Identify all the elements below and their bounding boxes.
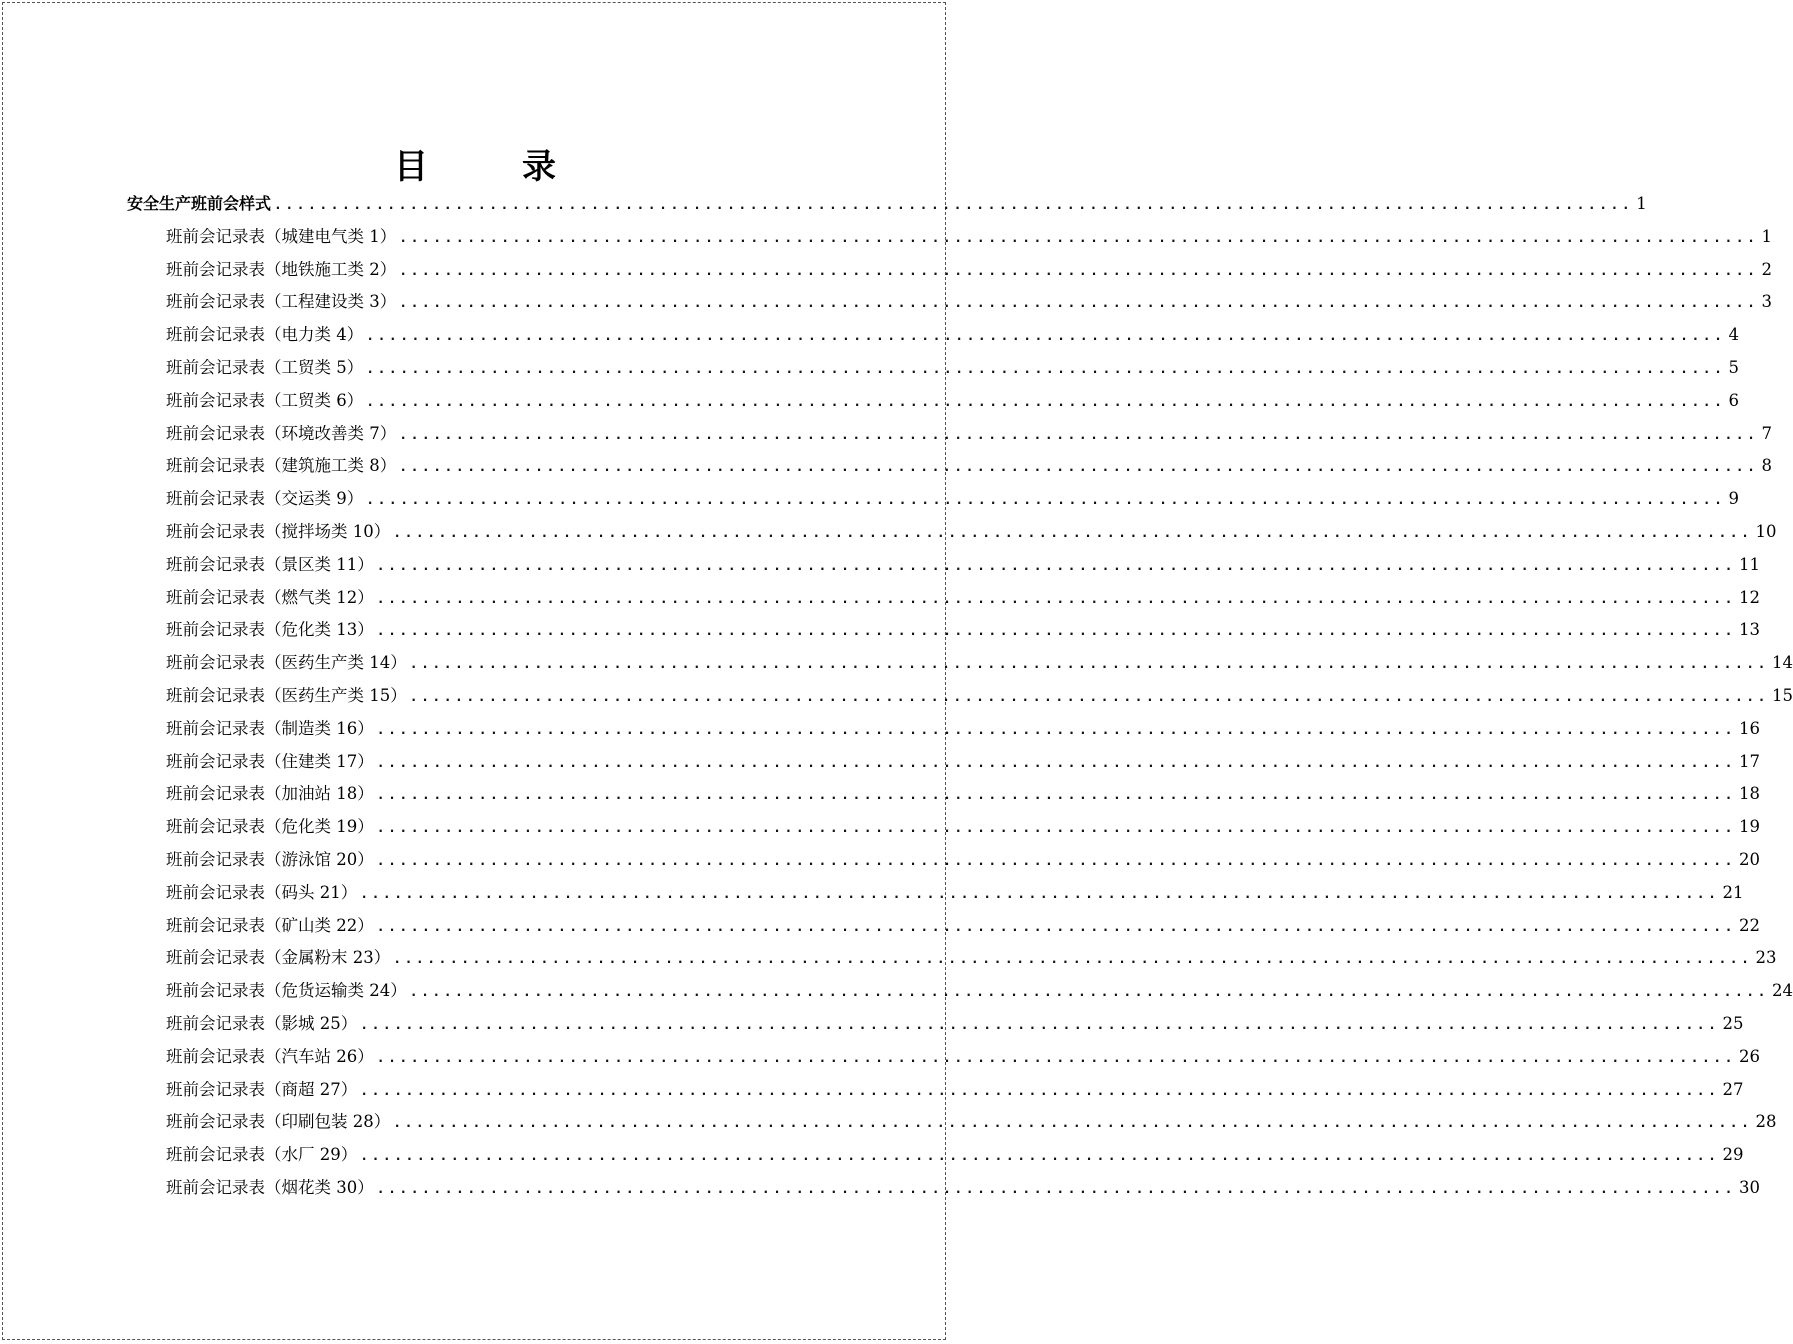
toc-entry-label: 班前会记录表（工贸类 5） xyxy=(166,358,364,377)
toc-entry-label: 班前会记录表（搅拌场类 10） xyxy=(166,522,391,541)
toc-entry[interactable] xyxy=(166,548,1760,581)
toc-entry-label: 班前会记录表（印刷包装 28） xyxy=(166,1112,391,1132)
toc-entry[interactable] xyxy=(166,1007,1744,1040)
toc-entry[interactable] xyxy=(166,449,1772,482)
dot-leader: ........................................................................................................................ xyxy=(376,755,1736,771)
dot-leader: ........................................................................................................................ xyxy=(376,558,1736,574)
dot-leader: ........................................................................................................................ xyxy=(366,329,1726,345)
toc-entry[interactable] xyxy=(166,613,1760,646)
dot-leader: ........................................................................................................................ xyxy=(399,230,1759,246)
toc-entry[interactable] xyxy=(166,646,1793,679)
toc-entry[interactable] xyxy=(166,1138,1744,1171)
toc-entry[interactable] xyxy=(166,581,1760,614)
dot-leader: ........................................................................................................................ xyxy=(376,722,1736,738)
dot-leader: ........................................................................................................................ xyxy=(376,854,1736,869)
toc-entry[interactable] xyxy=(166,482,1739,515)
toc-entry[interactable] xyxy=(166,253,1772,286)
toc-entry-label: 班前会记录表（地铁施工类 2） xyxy=(166,259,397,279)
toc-entry-page: 26 xyxy=(1738,1046,1760,1066)
toc-heading-entry[interactable] xyxy=(127,187,1647,220)
toc-entry[interactable] xyxy=(166,515,1777,548)
dot-leader: ........................................................................................................................ xyxy=(399,296,1759,312)
toc-entry[interactable] xyxy=(166,351,1739,384)
page-title: 目 录 xyxy=(394,147,586,187)
toc-entry-page: 18 xyxy=(1738,784,1760,804)
toc-entry-label: 班前会记录表（燃气类 12） xyxy=(166,587,374,607)
toc-entry-label: 班前会记录表（制造类 16） xyxy=(166,718,374,738)
toc-entry-label: 班前会记录表（烟花类 30） xyxy=(166,1178,374,1197)
dot-leader: ........................................................................................................................ xyxy=(360,1018,1720,1033)
toc-entry-page: 28 xyxy=(1755,1112,1777,1132)
toc-entry[interactable] xyxy=(166,1105,1777,1138)
toc-entry-page: 1 xyxy=(1636,194,1647,213)
toc-entry-label: 班前会记录表（工程建设类 3） xyxy=(166,292,397,312)
dot-leader: ........................................................................................................................ xyxy=(409,985,1769,1001)
dot-leader: ........................................................................................................................ xyxy=(393,526,1753,541)
dot-leader: ........................................................................................................................ xyxy=(376,919,1736,935)
dot-leader: ........................................................................................................................ xyxy=(360,1083,1720,1099)
toc-entry-label: 班前会记录表（加油站 18） xyxy=(166,784,374,804)
toc-entry[interactable] xyxy=(166,810,1760,843)
toc-entry[interactable] xyxy=(166,318,1739,351)
toc-entry-label: 班前会记录表（危化类 13） xyxy=(166,620,374,640)
toc-entry[interactable] xyxy=(166,745,1760,778)
toc-entry-page: 25 xyxy=(1722,1014,1744,1033)
dot-leader: ........................................................................................................................ xyxy=(393,952,1753,968)
toc-entry-label: 安全生产班前会样式 xyxy=(127,194,272,213)
toc-entry-label: 班前会记录表（工贸类 6） xyxy=(166,390,364,410)
dot-leader: ........................................................................................................................ xyxy=(366,362,1726,377)
toc-entry-label: 班前会记录表（危货运输类 24） xyxy=(166,981,407,1001)
toc-entry[interactable] xyxy=(166,777,1760,810)
toc-entry-label: 班前会记录表（电力类 4） xyxy=(166,325,364,345)
toc-entry[interactable] xyxy=(166,941,1777,974)
toc-entry[interactable] xyxy=(166,843,1760,876)
dot-leader: ........................................................................................................................ xyxy=(366,394,1726,410)
toc-entry-page: 22 xyxy=(1738,915,1760,935)
toc-entry-label: 班前会记录表（环境改善类 7） xyxy=(166,423,397,443)
toc-entry-page: 8 xyxy=(1761,456,1772,476)
toc-entry[interactable] xyxy=(166,679,1793,712)
dot-leader: ........................................................................................................................ xyxy=(399,263,1759,279)
toc-entry[interactable] xyxy=(166,1073,1744,1106)
toc-entry-page: 15 xyxy=(1771,686,1793,705)
dot-leader: ........................................................................................................................ xyxy=(376,624,1736,640)
toc-entry[interactable] xyxy=(166,285,1772,318)
toc-entry-page: 29 xyxy=(1722,1145,1744,1165)
dot-leader: ........................................................................................................................ xyxy=(366,493,1726,509)
dot-leader: ........................................................................................................................ xyxy=(376,1182,1736,1197)
toc-entry-label: 班前会记录表（城建电气类 1） xyxy=(166,226,397,246)
toc-entry-label: 班前会记录表（景区类 11） xyxy=(166,554,374,574)
toc-entry-label: 班前会记录表（医药生产类 14） xyxy=(166,653,407,673)
dot-leader: ........................................................................................................................ xyxy=(376,591,1736,607)
toc-entry-page: 6 xyxy=(1728,390,1739,410)
toc-entry-page: 24 xyxy=(1771,981,1793,1001)
toc-entry-page: 27 xyxy=(1722,1079,1744,1099)
toc-entry-page: 20 xyxy=(1738,850,1760,869)
toc-entry-label: 班前会记录表（金属粉末 23） xyxy=(166,948,391,968)
toc-entry-page: 12 xyxy=(1738,587,1760,607)
toc-entry-label: 班前会记录表（码头 21） xyxy=(166,882,358,902)
toc-entry-label: 班前会记录表（影城 25） xyxy=(166,1014,358,1033)
toc-entry[interactable] xyxy=(166,1171,1760,1204)
toc-entry-page: 1 xyxy=(1761,226,1772,246)
toc-entry-page: 17 xyxy=(1738,751,1760,771)
toc-entry-page: 19 xyxy=(1738,817,1760,837)
toc-entry-page: 13 xyxy=(1738,620,1760,640)
toc-entry[interactable] xyxy=(166,876,1744,909)
dot-leader: ........................................................................................................................ xyxy=(360,886,1720,902)
toc-entry-page: 14 xyxy=(1771,653,1793,673)
toc-entry-page: 30 xyxy=(1738,1178,1760,1197)
toc-entry-page: 21 xyxy=(1722,882,1744,902)
toc-entry[interactable] xyxy=(166,417,1772,450)
dot-leader: ........................................................................................................................ xyxy=(360,1149,1720,1165)
toc-entry[interactable] xyxy=(166,712,1760,745)
toc-entry-page: 10 xyxy=(1755,522,1777,541)
dot-leader: ........................................................................................................................ xyxy=(399,427,1759,443)
dot-leader: ........................................................................................................................ xyxy=(409,657,1769,673)
toc-entry-label: 班前会记录表（游泳馆 20） xyxy=(166,850,374,869)
toc-entry-label: 班前会记录表（商超 27） xyxy=(166,1079,358,1099)
dot-leader: ........................................................................................................................ xyxy=(399,460,1759,476)
dot-leader: ........................................................................................................................ xyxy=(376,788,1736,804)
toc-entry[interactable] xyxy=(166,974,1793,1007)
toc-entry-page: 9 xyxy=(1728,489,1739,509)
toc-entry-page: 23 xyxy=(1755,948,1777,968)
toc-entry-label: 班前会记录表（交运类 9） xyxy=(166,489,364,509)
dot-leader: ........................................................................................................................ xyxy=(274,198,1634,213)
dot-leader: ........................................................................................................................ xyxy=(393,1116,1753,1132)
toc-entry[interactable] xyxy=(166,909,1760,942)
toc-entry-label: 班前会记录表（危化类 19） xyxy=(166,817,374,837)
dot-leader: ........................................................................................................................ xyxy=(376,821,1736,837)
toc-entry-page: 16 xyxy=(1738,718,1760,738)
toc-entry-label: 班前会记录表（建筑施工类 8） xyxy=(166,456,397,476)
toc-entry-page: 3 xyxy=(1761,292,1772,312)
toc-entry-page: 5 xyxy=(1728,358,1739,377)
toc-entry-page: 11 xyxy=(1738,554,1760,574)
toc-entry-page: 2 xyxy=(1761,259,1772,279)
toc-entry-label: 班前会记录表（矿山类 22） xyxy=(166,915,374,935)
toc-entry-label: 班前会记录表（汽车站 26） xyxy=(166,1046,374,1066)
toc-entry[interactable] xyxy=(166,1040,1760,1073)
toc-entry-page: 7 xyxy=(1761,423,1772,443)
toc-entry-label: 班前会记录表（医药生产类 15） xyxy=(166,686,407,705)
toc-entry[interactable] xyxy=(166,384,1739,417)
toc-entry-label: 班前会记录表（住建类 17） xyxy=(166,751,374,771)
toc-entry-page: 4 xyxy=(1728,325,1739,345)
toc-entry-label: 班前会记录表（水厂 29） xyxy=(166,1145,358,1165)
dot-leader: ........................................................................................................................ xyxy=(409,690,1769,705)
toc-entry[interactable] xyxy=(166,220,1772,253)
dot-leader: ........................................................................................................................ xyxy=(376,1050,1736,1066)
